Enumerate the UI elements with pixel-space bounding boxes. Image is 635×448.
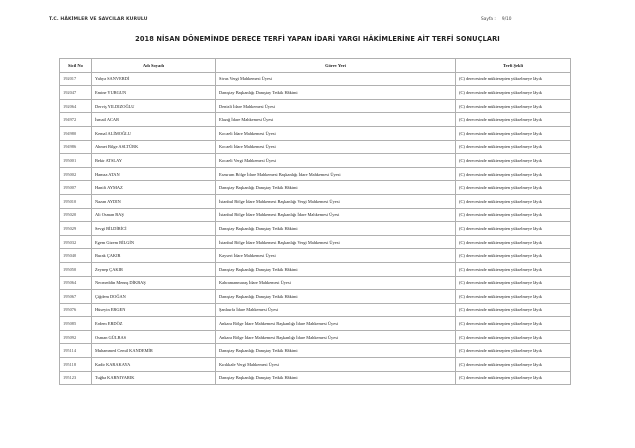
table-row	[60, 235, 571, 249]
type-cell: (C) derecesinde müktesepten yükselmeye lâyık	[456, 113, 571, 127]
name-cell: Kemal ALİMOĞLU	[92, 126, 216, 140]
type-cell: (C) derecesinde müktesepten yükselmeye lâyık	[456, 154, 571, 168]
type-cell: (C) derecesinde müktesepten yükselmeye lâyık	[456, 126, 571, 140]
place-cell: Danıştay Başkanlığı Danıştay Tetkik Hâkimi	[216, 86, 456, 100]
place-cell: Kocaeli İdare Mahkemesi Üyesi	[216, 126, 456, 140]
table-row	[60, 249, 571, 263]
column-header-place: Görev Yeri	[216, 59, 456, 73]
type-cell: (C) derecesinde müktesepten yükselmeye lâyık	[456, 86, 571, 100]
sicil-cell: 195007	[60, 181, 92, 195]
place-cell: Şanlıurfa İdare Mahkemesi Üyesi	[216, 303, 456, 317]
table-row	[60, 344, 571, 358]
table-row	[60, 276, 571, 290]
table-body	[60, 72, 571, 385]
table-row	[60, 140, 571, 154]
column-header-sicil: Sicil No	[60, 59, 92, 73]
place-cell: Erzurum Bölge İdare Mahkemesi Başkanlığı İdare Mahkemesi Üyesi	[216, 167, 456, 181]
sicil-cell: 194980	[60, 126, 92, 140]
table-row	[60, 126, 571, 140]
name-cell: Hamza ATAN	[92, 167, 216, 181]
table-row	[60, 222, 571, 236]
type-cell: (C) derecesinde müktesepten yükselmeye lâyık	[456, 208, 571, 222]
name-cell: Ali Osman BAŞ	[92, 208, 216, 222]
name-cell: Zeynep ÇAKIR	[92, 262, 216, 276]
page-indicator	[481, 17, 518, 22]
place-cell: Danıştay Başkanlığı Danıştay Tetkik Hâkimi	[216, 222, 456, 236]
type-cell: (C) derecesinde müktesepten yükselmeye lâyık	[456, 249, 571, 263]
place-cell: İstanbul Bölge İdare Mahkemesi Başkanlığı İdare Mahkemesi Üyesi	[216, 208, 456, 222]
name-cell: Erdem ERDÖZ	[92, 317, 216, 331]
sicil-cell: 195020	[60, 208, 92, 222]
name-cell: Egem Gizem BİLGİN	[92, 235, 216, 249]
column-header-name: Adı Soyadı	[92, 59, 216, 73]
document-title: 2018 NİSAN DÖNEMİNDE DERECE TERFİ YAPAN İDARİ YARGI HÂKİMLERİNE AİT TERFİ SONUÇLARI	[135, 35, 500, 43]
table-row	[60, 371, 571, 385]
place-cell: Danıştay Başkanlığı Danıştay Tetkik Hâkimi	[216, 344, 456, 358]
table-row	[60, 358, 571, 372]
sicil-cell: 195001	[60, 154, 92, 168]
place-cell: İstanbul Bölge İdare Mahkemesi Başkanlığı Vergi Mahkemesi Üyesi	[216, 235, 456, 249]
sicil-cell: 195032	[60, 235, 92, 249]
sicil-cell: 195123	[60, 371, 92, 385]
sicil-cell: 192064	[60, 99, 92, 113]
type-cell: (C) derecesinde müktesepten yükselmeye lâyık	[456, 72, 571, 86]
type-cell: (C) derecesinde müktesepten yükselmeye lâyık	[456, 167, 571, 181]
type-cell: (C) derecesinde müktesepten yükselmeye lâyık	[456, 330, 571, 344]
sicil-cell: 195064	[60, 276, 92, 290]
name-cell: Bekir ATSLAY	[92, 154, 216, 168]
type-cell: (C) derecesinde müktesepten yükselmeye lâyık	[456, 99, 571, 113]
type-cell: (C) derecesinde müktesepten yükselmeye lâyık	[456, 371, 571, 385]
place-cell: Danıştay Başkanlığı Danıştay Tetkik Hâkimi	[216, 371, 456, 385]
place-cell: Kahramanmaraş İdare Mahkemesi Üyesi	[216, 276, 456, 290]
name-cell: Emine YURGUN	[92, 86, 216, 100]
sicil-cell: 194986	[60, 140, 92, 154]
type-cell: (C) derecesinde müktesepten yükselmeye lâyık	[456, 276, 571, 290]
table-row	[60, 154, 571, 168]
place-cell: Danıştay Başkanlığı Danıştay Tetkik Hâkimi	[216, 262, 456, 276]
table-row	[60, 303, 571, 317]
sicil-cell: 195092	[60, 330, 92, 344]
sicil-cell: 195076	[60, 303, 92, 317]
name-cell: Hüseyin ERGEN	[92, 303, 216, 317]
sicil-cell: 195114	[60, 344, 92, 358]
page-value: 9/10	[501, 17, 512, 22]
place-cell: Ankara Bölge İdare Mahkemesi Başkanlığı İdare Mahkemesi Üyesi	[216, 317, 456, 331]
table-header-row	[60, 59, 571, 73]
sicil-cell: 192017	[60, 72, 92, 86]
type-cell: (C) derecesinde müktesepten yükselmeye lâyık	[456, 222, 571, 236]
sicil-cell: 195067	[60, 290, 92, 304]
place-cell: Sivas Vergi Mahkemesi Üyesi	[216, 72, 456, 86]
place-cell: Danıştay Başkanlığı Danıştay Tetkik Hâkimi	[216, 181, 456, 195]
table-row	[60, 72, 571, 86]
type-cell: (C) derecesinde müktesepten yükselmeye lâyık	[456, 181, 571, 195]
table-row	[60, 181, 571, 195]
name-cell: Burak ÇAKIR	[92, 249, 216, 263]
type-cell: (C) derecesinde müktesepten yükselmeye lâyık	[456, 303, 571, 317]
page-label: Sayfa :	[481, 17, 496, 22]
place-cell: Denizli İdare Mahkemesi Üyesi	[216, 99, 456, 113]
place-cell: Ankara Bölge İdare Mahkemesi Başkanlığı İdare Mahkemesi Üyesi	[216, 330, 456, 344]
type-cell: (C) derecesinde müktesepten yükselmeye lâyık	[456, 344, 571, 358]
results-table	[59, 58, 571, 385]
sicil-cell: 195010	[60, 194, 92, 208]
sicil-cell: 195040	[60, 249, 92, 263]
type-cell: (C) derecesinde müktesepten yükselmeye lâyık	[456, 140, 571, 154]
name-cell: Ahmet Bilge ASLTÜRK	[92, 140, 216, 154]
name-cell: Yahya SANVERDİ	[92, 72, 216, 86]
organization-name: T.C. HÂKİMLER VE SAVCILAR KURULU	[49, 17, 148, 22]
place-cell: Kırıkkale Vergi Mahkemesi Üyesi	[216, 358, 456, 372]
name-cell: İsmail ACAR	[92, 113, 216, 127]
table-row	[60, 290, 571, 304]
name-cell: Sevgi BİLDİRİCİ	[92, 222, 216, 236]
name-cell: Necmeddin Mennş DİKBAŞ	[92, 276, 216, 290]
table-row	[60, 113, 571, 127]
name-cell: Derviş YILDIZOĞLU	[92, 99, 216, 113]
table-row	[60, 167, 571, 181]
sicil-cell: 194972	[60, 113, 92, 127]
sicil-cell: 195085	[60, 317, 92, 331]
name-cell: Nazan AYDIN	[92, 194, 216, 208]
table-row	[60, 317, 571, 331]
name-cell: Tuğba KARNIYARIK	[92, 371, 216, 385]
table-row	[60, 99, 571, 113]
name-cell: Muhammed Cemil KANDEMİR	[92, 344, 216, 358]
name-cell: Osman GÜLBAS	[92, 330, 216, 344]
name-cell: Çiğdem DOĞAN	[92, 290, 216, 304]
type-cell: (C) derecesinde müktesepten yükselmeye lâyık	[456, 235, 571, 249]
place-cell: Kayseri İdare Mahkemesi Üyesi	[216, 249, 456, 263]
type-cell: (C) derecesinde müktesepten yükselmeye lâyık	[456, 194, 571, 208]
place-cell: İstanbul Bölge İdare Mahkemesi Başkanlığı Vergi Mahkemesi Üyesi	[216, 194, 456, 208]
table-row	[60, 208, 571, 222]
type-cell: (C) derecesinde müktesepten yükselmeye lâyık	[456, 262, 571, 276]
type-cell: (C) derecesinde müktesepten yükselmeye lâyık	[456, 317, 571, 331]
table-row	[60, 330, 571, 344]
name-cell: Kadir KARAKAYA	[92, 358, 216, 372]
place-cell: Kocaeli Vergi Mahkemesi Üyesi	[216, 154, 456, 168]
sicil-cell: 195118	[60, 358, 92, 372]
name-cell: Hanifi AYMAZ	[92, 181, 216, 195]
column-header-type: Terfi Şekli	[456, 59, 571, 73]
type-cell: (C) derecesinde müktesepten yükselmeye lâyık	[456, 290, 571, 304]
sicil-cell: 195002	[60, 167, 92, 181]
sicil-cell: 195029	[60, 222, 92, 236]
table-row	[60, 262, 571, 276]
place-cell: Danıştay Başkanlığı Danıştay Tetkik Hâkimi	[216, 290, 456, 304]
type-cell: (C) derecesinde müktesepten yükselmeye lâyık	[456, 358, 571, 372]
place-cell: Elazığ İdare Mahkemesi Üyesi	[216, 113, 456, 127]
place-cell: Kocaeli İdare Mahkemesi Üyesi	[216, 140, 456, 154]
table-row	[60, 86, 571, 100]
sicil-cell: 195050	[60, 262, 92, 276]
table-row	[60, 194, 571, 208]
sicil-cell: 192047	[60, 86, 92, 100]
